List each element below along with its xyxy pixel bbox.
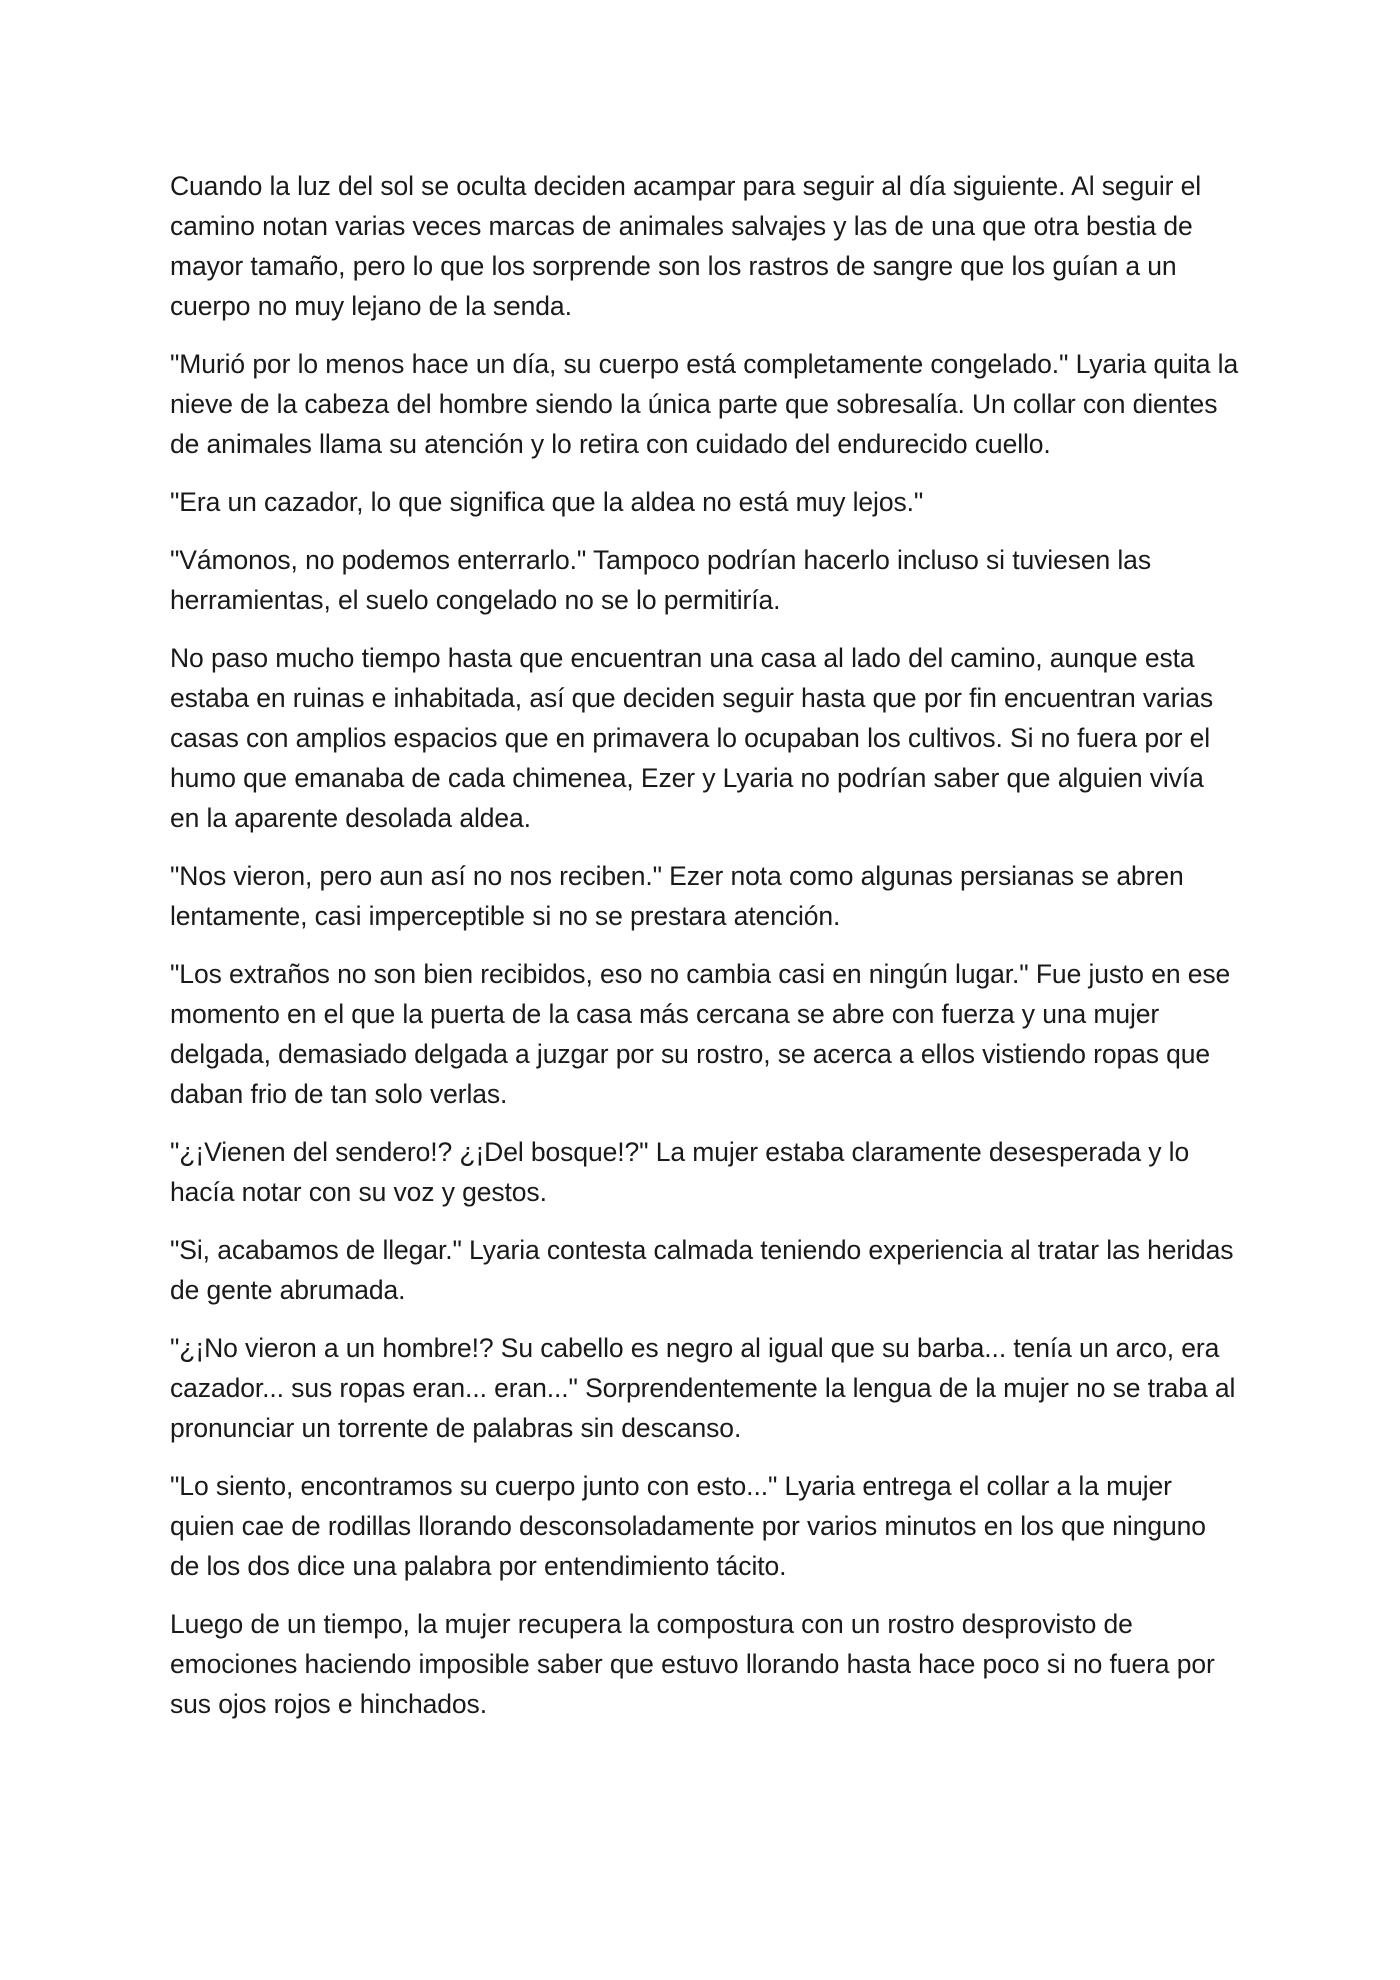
paragraph-10: "¿¡No vieron a un hombre!? Su cabello es negro al igual que su barba... tenía un arco, era cazador... sus ropas eran... eran..." Sorprendentemente la lengua de la mujer no se traba al pronunciar un torrente de palabras sin descanso. [170,1333,1236,1443]
paragraph-9: "Si, acabamos de llegar." Lyaria contesta calmada teniendo experiencia al tratar las heridas de gente abrumada. [170,1235,1234,1305]
paragraph-1: Cuando la luz del sol se oculta deciden acampar para seguir al día siguiente. Al seguir el camino notan varias veces marcas de animales salvajes y las de una que otra bestia de mayor tamaño, pero lo que los sorprende son los rastros de sangre que los guían a un cuerpo no muy lejano de la senda. [170,171,1202,321]
paragraph-4: "Vámonos, no podemos enterrarlo." Tampoco podrían hacerlo incluso si tuviesen las herramientas, el suelo congelado no se lo permitiría. [170,545,1151,615]
paragraph-8: "¿¡Vienen del sendero!? ¿¡Del bosque!?" La mujer estaba claramente desesperada y lo hacía notar con su voz y gestos. [170,1137,1190,1207]
paragraph-6: "Nos vieron, pero aun así no nos reciben." Ezer nota como algunas persianas se abren lentamente, casi imperceptible si no se prestara atención. [170,861,1184,931]
paragraph-11: "Lo siento, encontramos su cuerpo junto con esto..." Lyaria entrega el collar a la mujer quien cae de rodillas llorando desconsoladamente por varios minutos en los que ninguno de los dos dice una palabra por entendimiento tácito. [170,1471,1206,1581]
paragraph-7: "Los extraños no son bien recibidos, eso no cambia casi en ningún lugar." Fue justo en ese momento en el que la puerta de la casa más cercana se abre con fuerza y una mujer delgada, demasiado delgada a juzgar por su rostro, se acerca a ellos vistiendo ropas que daban frio de tan solo verlas. [170,959,1231,1109]
paragraph-5: No paso mucho tiempo hasta que encuentran una casa al lado del camino, aunque esta estaba en ruinas e inhabitada, así que deciden seguir hasta que por fin encuentran varias casas con amplios espacios que en primavera lo ocupaban los cultivos. Si no fuera por el humo que emanaba de cada chimenea, Ezer y Lyaria no podrían saber que alguien vivía en la aparente desolada aldea. [170,643,1213,833]
paragraph-12: Luego de un tiempo, la mujer recupera la compostura con un rostro desprovisto de emociones haciendo imposible saber que estuvo llorando hasta hace poco si no fuera por sus ojos rojos e hinchados. [170,1609,1215,1719]
document-body [170,166,1240,1742]
paragraph-3: "Era un cazador, lo que significa que la aldea no está muy lejos." [170,487,924,517]
paragraph-2: "Murió por lo menos hace un día, su cuerpo está completamente congelado." Lyaria quita la nieve de la cabeza del hombre siendo la única parte que sobresalía. Un collar con dientes de animales llama su atención y lo retira con cuidado del endurecido cuello. [170,349,1239,459]
